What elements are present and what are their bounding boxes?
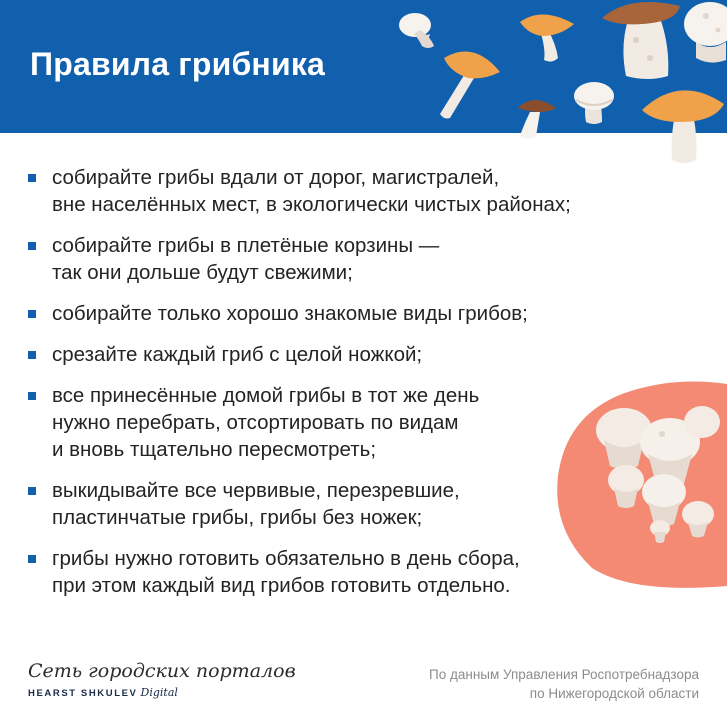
source-line: по Нижегородской области (529, 686, 699, 701)
bullet-square-icon (28, 351, 36, 359)
mushroom-icon (440, 52, 500, 119)
list-item (26, 164, 706, 218)
champignon-icon (574, 82, 614, 124)
mushroom-icon (602, 2, 680, 79)
bullet-square-icon (28, 174, 36, 182)
bullet-square-icon (28, 392, 36, 400)
rule-text: вне населённых мест, в экологически чистых районах; (52, 193, 571, 216)
rule-text: пластинчатые грибы, грибы без ножек; (52, 506, 423, 529)
bullet-square-icon (28, 555, 36, 563)
rule-text: выкидывайте все червивые, перезревшие, (52, 479, 460, 502)
brand-subtitle (28, 686, 296, 699)
bullet-square-icon (28, 487, 36, 495)
champignons-illustration (552, 380, 727, 590)
rule-text: так они дольше будут свежими; (52, 261, 353, 284)
rule-text: срезайте каждый гриб с целой ножкой; (52, 343, 423, 366)
mushroom-icon (399, 13, 434, 48)
champignon-icon (684, 406, 720, 438)
rule-text: собирайте грибы в плетёные корзины — (52, 234, 440, 257)
list-item (26, 341, 706, 368)
list-item (26, 300, 706, 327)
source-note (429, 665, 699, 703)
bullet-square-icon (28, 242, 36, 250)
rule-text: при этом каждый вид грибов готовить отдельно. (52, 574, 511, 597)
brand-sub-em: Digital (140, 686, 178, 699)
rule-text: нужно перебрать, отсортировать по видам (52, 411, 459, 434)
brand-logo (28, 660, 296, 699)
page-title: Правила грибника (30, 46, 326, 82)
bullet-square-icon (28, 310, 36, 318)
rule-text: собирайте только хорошо знакомые виды грибов; (52, 302, 528, 325)
rule-text: и вновь тщательно пересмотреть; (52, 438, 377, 461)
brand-name: Сеть городских порталов (28, 660, 296, 682)
mushroom-icon (642, 90, 724, 163)
mushroom-icon (520, 14, 574, 61)
rule-text: все принесённые домой грибы в тот же день (52, 384, 480, 407)
list-item (26, 232, 706, 286)
mushroom-icon (684, 2, 727, 63)
rule-text: собирайте грибы вдали от дорог, магистралей, (52, 166, 500, 189)
mushroom-icon (518, 100, 556, 139)
rule-text: грибы нужно готовить обязательно в день сбора, (52, 547, 520, 570)
header-mushrooms-illustration (380, 0, 727, 170)
brand-sub-main: HEARST SHKULEV (28, 688, 138, 699)
source-line: По данным Управления Роспотребнадзора (429, 667, 699, 682)
